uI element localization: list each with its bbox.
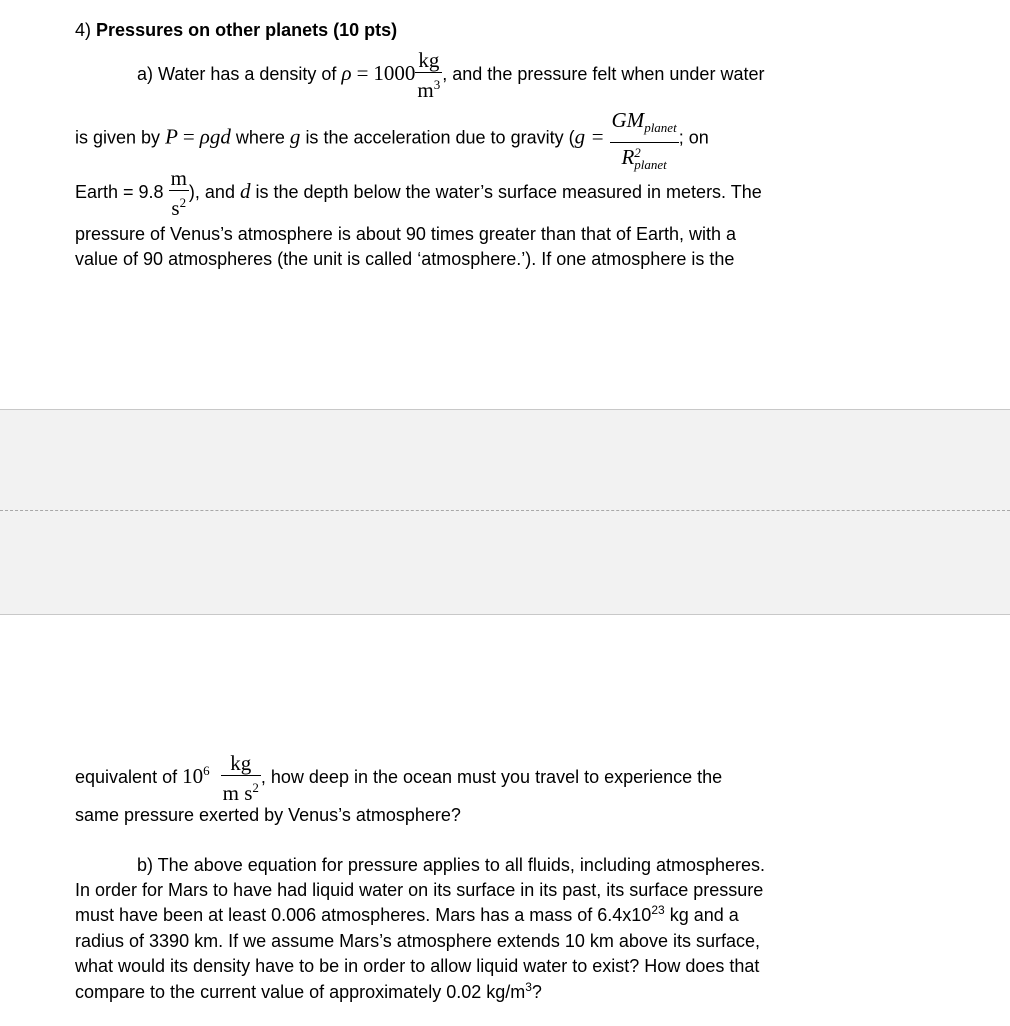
density-value: 1000 bbox=[373, 60, 416, 85]
text: , and the pressure felt when under water bbox=[442, 63, 765, 84]
question-number: 4) bbox=[75, 20, 92, 40]
unit-kg: kg bbox=[221, 751, 261, 776]
part-b-line-4: radius of 3390 km. If we assume Mars’s atmosphere extends 10 km above its surface, bbox=[75, 931, 760, 951]
part-a-line-2 bbox=[75, 106, 709, 171]
accel-unit-fraction bbox=[169, 166, 189, 220]
pressure-unit-fraction bbox=[221, 751, 261, 805]
text: compare to the current value of approximately 0.02 kg/m bbox=[75, 982, 526, 1002]
part-b-line-3 bbox=[75, 904, 739, 926]
part-a-line-7: same pressure exerted by Venus’s atmosphere? bbox=[75, 805, 461, 825]
part-b-line-5: what would its density have to be in order to allow liquid water to exist? How does that bbox=[75, 956, 760, 976]
unit-m-s2: m $s^2$ bbox=[222, 780, 259, 806]
text: ), and bbox=[188, 182, 235, 202]
text: is the depth below the water’s surface measured in meters. The bbox=[255, 182, 762, 202]
text: ? bbox=[531, 982, 542, 1002]
exponent: 3 bbox=[525, 980, 532, 994]
text: is the acceleration due to gravity ( bbox=[305, 127, 575, 148]
text: , how deep in the ocean must you travel to experience the bbox=[260, 767, 723, 787]
part-a-line-3 bbox=[75, 166, 762, 220]
g-var: g bbox=[289, 124, 301, 149]
part-b-line-1: b) The above equation for pressure applies to all fluids, including atmospheres. bbox=[137, 855, 766, 875]
equals-sign: = bbox=[356, 60, 369, 85]
pressure-var: P bbox=[165, 124, 178, 149]
density-unit-fraction bbox=[415, 48, 442, 102]
text: a) Water has a density of bbox=[137, 63, 337, 84]
unit-m3: $m^3$ bbox=[417, 77, 441, 102]
gravity-fraction bbox=[610, 106, 679, 171]
text: kg and a bbox=[664, 905, 739, 925]
text: ; on bbox=[678, 127, 709, 148]
equals-sign: = bbox=[182, 124, 195, 149]
text: must have been at least 0.006 atmospheres. Mars has a mass of 6.4x10 bbox=[75, 905, 652, 925]
text: equivalent of bbox=[75, 767, 178, 787]
unit-m: m bbox=[170, 166, 187, 191]
text: Earth = 9.8 bbox=[75, 182, 164, 202]
text: is given by bbox=[75, 127, 161, 148]
page-break-band bbox=[0, 409, 1010, 615]
pressure-formula: ρgd bbox=[199, 124, 231, 149]
ten-power: $10^6$ bbox=[182, 763, 210, 788]
d-var: d bbox=[239, 179, 251, 203]
gravity-denominator: R 2 planet bbox=[621, 145, 667, 173]
page-break-dashed-line bbox=[0, 510, 1010, 511]
g-equals: g = bbox=[574, 124, 605, 149]
part-a-line-4: pressure of Venus’s atmosphere is about 90 times greater than that of Earth, with a bbox=[75, 224, 737, 244]
question-heading bbox=[75, 19, 397, 41]
part-a-line-1 bbox=[137, 48, 764, 102]
part-a-line-6 bbox=[75, 742, 722, 806]
rho-symbol: ρ bbox=[341, 60, 352, 85]
exponent: 23 bbox=[651, 903, 665, 917]
part-b-line-2: In order for Mars to have had liquid water on its surface in its past, its surface pressure bbox=[75, 880, 764, 900]
part-b-line-6 bbox=[75, 981, 542, 1003]
part-a-line-5: value of 90 atmospheres (the unit is called ‘atmosphere.’). If one atmosphere is the bbox=[75, 249, 735, 269]
unit-s2: $s^2$ bbox=[171, 195, 187, 221]
gravity-numerator: $GM_{planet}$ bbox=[610, 106, 679, 143]
question-title: Pressures on other planets (10 pts) bbox=[96, 20, 398, 40]
unit-kg: kg bbox=[415, 48, 442, 73]
text: where bbox=[235, 127, 285, 148]
